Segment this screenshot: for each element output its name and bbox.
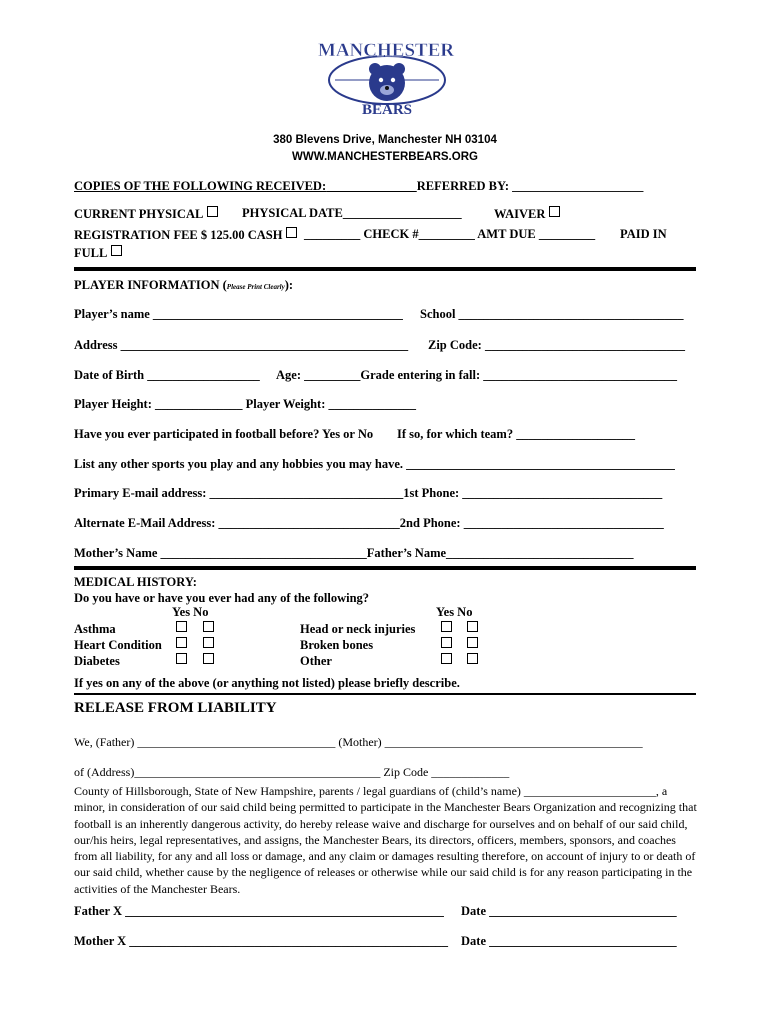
head-neck-no-checkbox[interactable]	[467, 621, 478, 632]
check-amount-field[interactable]: _________ CHECK #_________ AMT DUE _________	[304, 227, 596, 241]
diabetes-yes-checkbox[interactable]	[176, 653, 187, 664]
broken-bones-no-checkbox[interactable]	[467, 637, 478, 648]
medical-question: Do you have or have you ever had any of the following?	[74, 591, 370, 605]
date-of-birth-field[interactable]: Date of Birth __________________	[74, 368, 260, 382]
diabetes-label: Diabetes	[74, 654, 120, 668]
section-divider	[74, 267, 696, 271]
registration-fee-row	[74, 227, 297, 243]
diabetes-no-checkbox[interactable]	[203, 653, 214, 664]
copies-received-label: COPIES OF THE FOLLOWING RECEIVED:	[74, 179, 327, 193]
father-date-field[interactable]: Date ______________________________	[461, 904, 677, 918]
asthma-no-checkbox[interactable]	[203, 621, 214, 632]
section-divider	[74, 693, 696, 695]
player-information-heading: PLAYER INFORMATION (Please Print Clearly):	[74, 278, 294, 292]
paid-full-label: FULL	[74, 246, 108, 260]
waiver-row	[494, 206, 560, 222]
school-field[interactable]: School ____________________________________	[420, 307, 684, 321]
parents-names-field[interactable]: Mother’s Name _________________________________Father’s Name______________________________	[74, 546, 634, 560]
alternate-email-phone-field[interactable]: Alternate E-Mail Address: _____________________________2nd Phone: ________________________________	[74, 516, 664, 530]
medical-history-heading: MEDICAL HISTORY:	[74, 575, 197, 589]
heart-condition-label: Heart Condition	[74, 638, 162, 652]
yes-no-header-left: Yes No	[172, 605, 209, 619]
section-divider	[74, 566, 696, 570]
asthma-label: Asthma	[74, 622, 116, 636]
release-paragraph: County of Hillsborough, State of New Hampshire, parents / legal guardians of (child’s name) ______________________, a minor, in consideration of our said child being permitted to participate in the Manchester Bears Organization and recognizing that football is an inherently dangerous activity, do hereby release waive and discharge for ourselves and on behalf of our said child, our/his heirs, legal representatives, and assigns, the Manchester Bears, its directors, officers, members, sponsors, and coaches from all liability, for any and all loss or damage, and any claim or damages resulting therefore, on account of injury to or death of our said child, whether cause by the negligence of releases or otherwise while our said child is for any reason participating in the activities of the Manchester Bears.	[74, 784, 697, 896]
paid-full-checkbox[interactable]	[111, 245, 122, 256]
manchester-bears-logo	[317, 38, 455, 118]
current-physical-label: CURRENT PHYSICAL	[74, 207, 204, 221]
logo-top-text: MANCHESTER	[317, 40, 455, 61]
broken-bones-label: Broken bones	[300, 638, 374, 652]
waiver-label: WAIVER	[494, 207, 546, 221]
age-grade-field[interactable]: Age: _________Grade entering in fall: _______________________________	[276, 368, 678, 382]
current-physical-row	[74, 206, 218, 222]
release-heading: RELEASE FROM LIABILITY	[74, 700, 277, 716]
heart-no-checkbox[interactable]	[203, 637, 214, 648]
address-field[interactable]: Address ______________________________________________	[74, 338, 409, 352]
head-neck-yes-checkbox[interactable]	[441, 621, 452, 632]
parents-release-field[interactable]: We, (Father) _________________________________ (Mother) ___________________________________________	[74, 735, 643, 749]
release-address-field[interactable]: of (Address)_________________________________________ Zip Code _____________	[74, 765, 510, 779]
copies-received-row	[74, 179, 643, 194]
logo-bottom-text: BEARS	[361, 102, 413, 118]
asthma-yes-checkbox[interactable]	[176, 621, 187, 632]
other-sports-field[interactable]: List any other sports you play and any hobbies you may have. ___________________________________________	[74, 457, 675, 471]
head-neck-label: Head or neck injuries	[300, 622, 416, 636]
primary-email-phone-field[interactable]: Primary E-mail address: _______________________________1st Phone: ________________________________	[74, 486, 663, 500]
heart-yes-checkbox[interactable]	[176, 637, 187, 648]
height-weight-field[interactable]: Player Height: ______________ Player Weight: ______________	[74, 397, 416, 411]
waiver-checkbox[interactable]	[549, 206, 560, 217]
paid-in-label: PAID IN	[620, 227, 667, 241]
print-clearly-note: Please Print Clearly	[226, 283, 285, 291]
other-label: Other	[300, 654, 332, 668]
zip-code-field[interactable]: Zip Code: ________________________________	[428, 338, 685, 352]
football-before-question: Have you ever participated in football before? Yes or No	[74, 427, 374, 441]
current-physical-checkbox[interactable]	[207, 206, 218, 217]
other-yes-checkbox[interactable]	[441, 653, 452, 664]
address-line-1: 380 Blevens Drive, Manchester NH 03104	[273, 134, 497, 146]
yes-no-header-right: Yes No	[436, 605, 473, 619]
referred-by-field[interactable]: REFERRED BY: _____________________	[416, 179, 644, 193]
mother-date-field[interactable]: Date ______________________________	[461, 934, 677, 948]
mother-signature-field[interactable]: Mother X ___________________________________________________	[74, 934, 449, 948]
broken-bones-yes-checkbox[interactable]	[441, 637, 452, 648]
cash-checkbox[interactable]	[286, 227, 297, 238]
paid-full-row	[74, 245, 122, 261]
physical-date-field[interactable]: PHYSICAL DATE___________________	[242, 206, 462, 220]
registration-fee-label: REGISTRATION FEE $ 125.00 CASH	[74, 228, 283, 242]
describe-instruction: If yes on any of the above (or anything not listed) please briefly describe.	[74, 676, 460, 690]
which-team-field[interactable]: If so, for which team? ___________________	[397, 427, 635, 441]
player-name-field[interactable]: Player’s name ________________________________________	[74, 307, 403, 321]
father-signature-field[interactable]: Father X ___________________________________________________	[74, 904, 444, 918]
website-line: WWW.MANCHESTERBEARS.ORG	[292, 151, 478, 163]
other-no-checkbox[interactable]	[467, 653, 478, 664]
